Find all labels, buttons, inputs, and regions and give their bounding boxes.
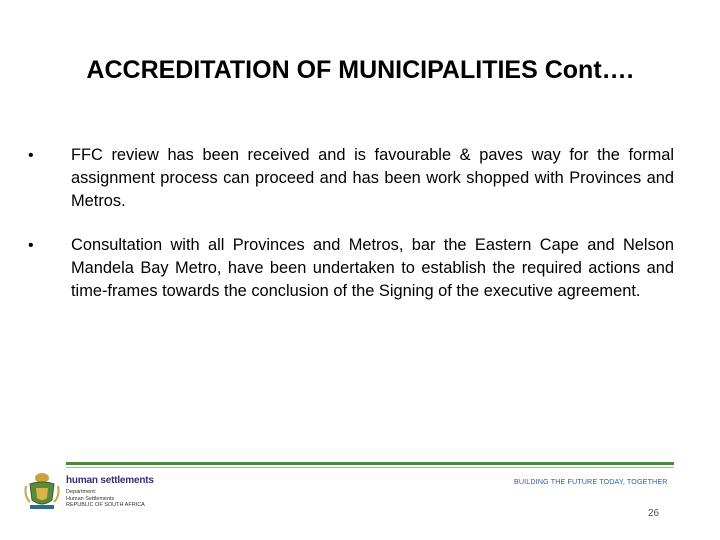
slide-title: ACCREDITATION OF MUNICIPALITIES Cont…. — [86, 56, 634, 84]
bullet-item — [28, 234, 674, 303]
tagline: BUILDING THE FUTURE TODAY, TOGETHER — [514, 477, 668, 486]
department-text — [66, 489, 176, 509]
page-number: 26 — [648, 508, 660, 519]
footer-divider-thin — [66, 467, 674, 468]
dept-line-1: Department: — [66, 489, 97, 495]
brand-name: human settlements — [66, 475, 154, 486]
bullet-item — [28, 144, 674, 213]
bullet-marker: • — [28, 237, 34, 254]
footer-divider — [66, 462, 674, 465]
dept-line-3: REPUBLIC OF SOUTH AFRICA — [66, 502, 145, 508]
bullet-list — [28, 144, 674, 324]
brand-block — [66, 475, 176, 509]
bullet-text: Consultation with all Provinces and Metros, bar the Eastern Cape and Nelson Mandela Bay Metro, have been undertaken to establish the required actions and time-frames towards the conclusion of the Signing of the executive agreement. — [71, 236, 674, 300]
dept-line-2: Human Settlements — [66, 495, 115, 502]
bullet-marker: • — [28, 147, 34, 164]
coat-of-arms-icon — [22, 470, 62, 512]
bullet-text: FFC review has been received and is favourable & paves way for the formal assignment process can proceed and has been work shopped with Provinces and Metros. — [71, 146, 674, 210]
